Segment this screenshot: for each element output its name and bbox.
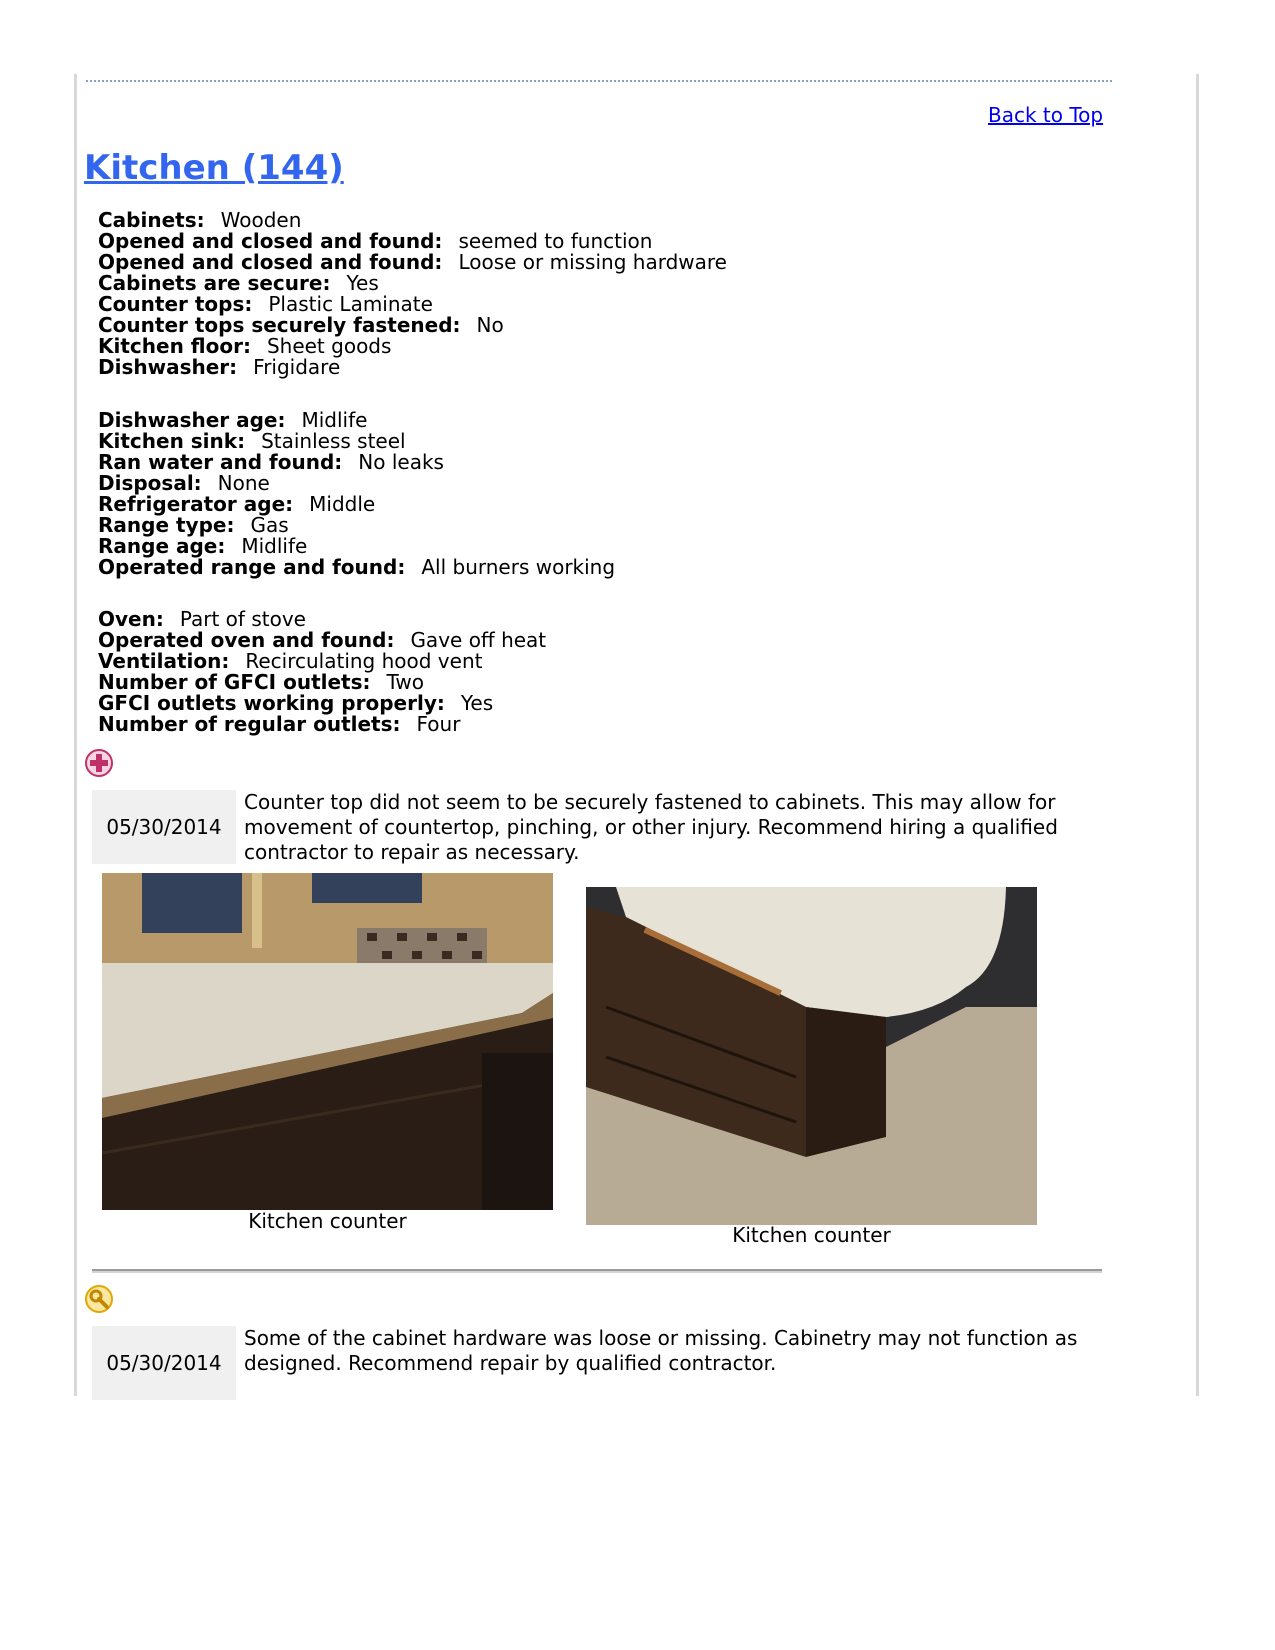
detail-row [98, 494, 615, 515]
detail-label: Opened and closed and found: [98, 229, 443, 253]
detail-value: Stainless steel [261, 429, 406, 453]
detail-value: No [476, 313, 504, 337]
detail-value: Four [416, 712, 461, 736]
detail-row [98, 294, 727, 315]
photo-caption: Kitchen counter [732, 1223, 891, 1247]
detail-row [98, 252, 727, 273]
detail-label: Oven: [98, 607, 164, 631]
detail-row [98, 515, 615, 536]
detail-label: Cabinets: [98, 208, 205, 232]
detail-label: Number of GFCI outlets: [98, 670, 371, 694]
detail-row [98, 672, 546, 693]
detail-label: Dishwasher: [98, 355, 238, 379]
detail-row [98, 336, 727, 357]
detail-label: Refrigerator age: [98, 492, 294, 516]
detail-value: Midlife [241, 534, 308, 558]
photo-caption: Kitchen counter [248, 1209, 407, 1233]
detail-value: Sheet goods [266, 334, 392, 358]
section-title[interactable]: Kitchen (144) [84, 148, 344, 188]
detail-value: Gave off heat [410, 628, 547, 652]
detail-label: Range age: [98, 534, 226, 558]
defect-item [92, 1326, 1102, 1400]
section-divider [86, 80, 1112, 82]
detail-label: GFCI outlets working properly: [98, 691, 445, 715]
defect-date: 05/30/2014 [92, 1326, 236, 1400]
detail-value: None [217, 471, 270, 495]
detail-value: Plastic Laminate [268, 292, 433, 316]
detail-label: Ventilation: [98, 649, 230, 673]
detail-value: All burners working [421, 555, 616, 579]
detail-label: Range type: [98, 513, 235, 537]
detail-row [98, 273, 727, 294]
detail-label: Kitchen floor: [98, 334, 251, 358]
detail-label: Counter tops securely fastened: [98, 313, 461, 337]
detail-row [98, 410, 615, 431]
detail-value: Recirculating hood vent [245, 649, 483, 673]
detail-label: Dishwasher age: [98, 408, 286, 432]
detail-label: Cabinets are secure: [98, 271, 331, 295]
detail-row [98, 231, 727, 252]
repair-wrench-icon [84, 1284, 114, 1314]
back-to-top-link[interactable]: Back to Top [988, 103, 1104, 127]
inspection-details-group-1 [98, 210, 727, 378]
detail-row [98, 693, 546, 714]
detail-label: Counter tops: [98, 292, 253, 316]
detail-row [98, 651, 546, 672]
detail-value: Yes [460, 691, 494, 715]
detail-value: Part of stove [179, 607, 306, 631]
detail-value: No leaks [358, 450, 444, 474]
detail-value: Yes [346, 271, 379, 295]
page-frame-left [74, 74, 77, 1396]
defect-separator [92, 1269, 1102, 1273]
inspection-details-group-3 [98, 609, 546, 735]
detail-row [98, 630, 546, 651]
detail-row [98, 714, 546, 735]
kitchen-counter-photo [586, 887, 1037, 1225]
detail-row [98, 210, 727, 231]
detail-label: Ran water and found: [98, 450, 343, 474]
detail-value: Midlife [301, 408, 368, 432]
defect-date: 05/30/2014 [92, 790, 236, 864]
kitchen-counter-photo [102, 873, 553, 1210]
detail-label: Kitchen sink: [98, 429, 246, 453]
detail-label: Number of regular outlets: [98, 712, 401, 736]
detail-value: Loose or missing hardware [458, 250, 727, 274]
defect-item [92, 790, 1102, 870]
detail-value: Wooden [220, 208, 302, 232]
detail-row [98, 536, 615, 557]
detail-value: seemed to function [458, 229, 653, 253]
detail-row [98, 473, 615, 494]
detail-value: Gas [250, 513, 289, 537]
detail-row [98, 557, 615, 578]
detail-row [98, 357, 727, 378]
detail-label: Operated range and found: [98, 555, 406, 579]
detail-value: Two [386, 670, 425, 694]
inspection-details-group-2 [98, 410, 615, 578]
detail-label: Opened and closed and found: [98, 250, 443, 274]
defect-description: Counter top did not seem to be securely fastened to cabinets. This may allow for movement of countertop, pinching, or other injury. Recommend hiring a qualified contractor to repair as necessary. [244, 790, 1058, 864]
detail-row [98, 609, 546, 630]
detail-value: Middle [309, 492, 376, 516]
safety-cross-icon [84, 748, 114, 778]
detail-row [98, 431, 615, 452]
defect-description: Some of the cabinet hardware was loose or missing. Cabinetry may not function as designed. Recommend repair by qualified contractor. [244, 1326, 1078, 1375]
page-frame-right [1196, 74, 1199, 1396]
detail-label: Operated oven and found: [98, 628, 395, 652]
detail-row [98, 452, 615, 473]
detail-label: Disposal: [98, 471, 202, 495]
detail-row [98, 315, 727, 336]
detail-value: Frigidare [253, 355, 341, 379]
